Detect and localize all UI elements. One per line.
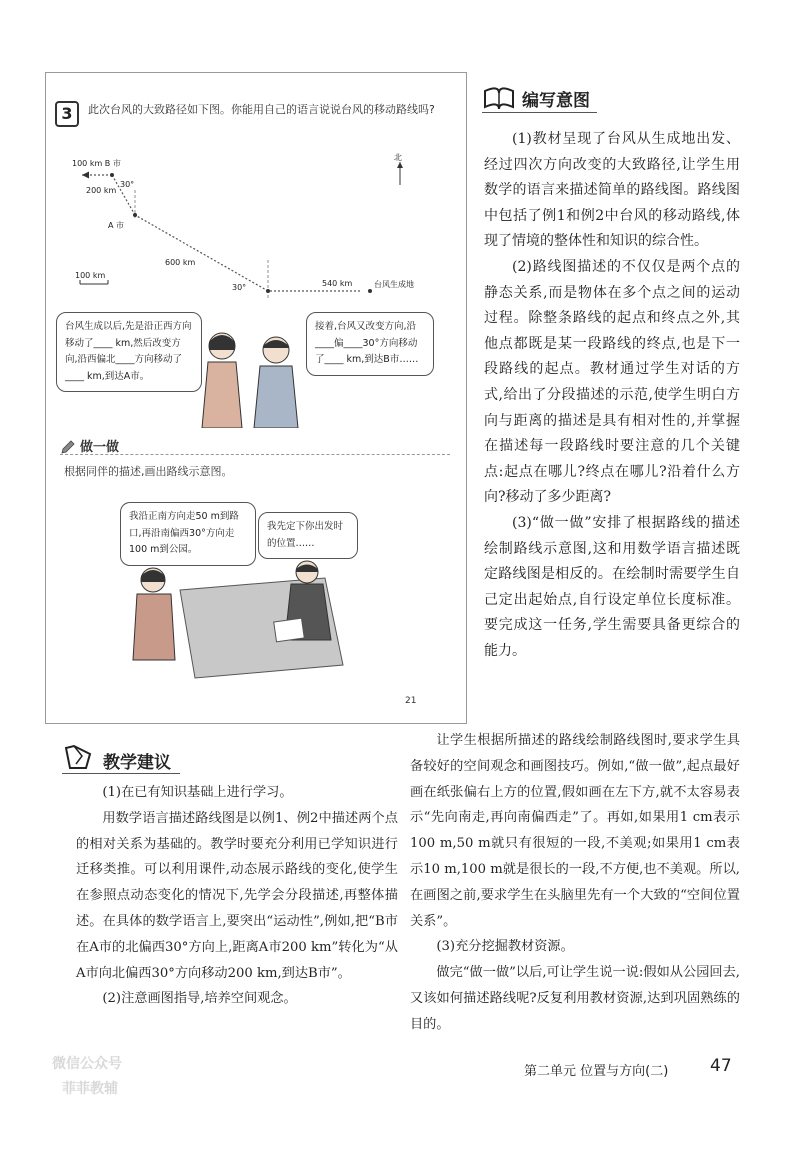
suggestions-title-underline: [62, 773, 180, 774]
dist-600-label: 600 km: [165, 258, 196, 267]
suggestion-paragraph: (1)在已有知识基础上进行学习。: [102, 785, 293, 800]
angle-30-bottom-label: 30°: [232, 283, 247, 292]
b-city-point: [110, 173, 114, 177]
suggestion-paragraph: (2)注意画图指导,培养空间观念。: [102, 991, 297, 1007]
speech-bubble-right: 接着,台风又改变方向,沿____偏____30°方向移动了____ km,到达B市……: [306, 312, 434, 376]
intent-title: 编写意图: [522, 91, 590, 111]
suggestions-title: 教学建议: [103, 753, 171, 773]
suggestion-paragraph: 用数学语言描述路线图是以例1、例2中描述两个点的相对关系为基础的。教学时要充分利用已学知识进行迁移类推。可以利用课件,动态展示路线的变化,使学生在参照点动态变化的情况下,先学会分段描述,再整体描述。在具体的数学语言上,要突出“运动性”,例如,把“B市在A市的北偏西30°方向上,距离A市200 km”转化为“从A市向北偏西30°方向移动200 km,到达B市”。: [76, 810, 398, 981]
speech-bubble-left: 台风生成以后,先是沿正西方向移动了____ km,然后改变方向,沿西偏北____方向移动了____ km,到达A市。: [56, 312, 202, 392]
teaching-icon: [62, 742, 96, 772]
turning-point: [266, 289, 270, 293]
table-scene-illustration: [125, 560, 345, 680]
activity-title: 做一做: [80, 440, 120, 455]
textbook-page-number: 21: [405, 696, 417, 706]
speech-bubble-girl: 我沿正南方向走50 m到路口,再沿南偏西30°方向走100 m到公园。: [120, 502, 256, 566]
suggestion-paragraph: (3)充分挖掘教材资源。: [436, 939, 574, 955]
activity-instruction: 根据同伴的描述,画出路线示意图。: [64, 465, 233, 478]
intent-paragraph: (3)“做一做”安排了根据路线的描述绘制路线示意图,这和用数学语言描述既定路线图是相反的。在绘制时需要学生自己定出起始点,自行设定单位长度标准。要完成这一任务,学生需要具备更综合的能力。: [484, 514, 740, 659]
a-city-point: [133, 213, 137, 217]
angle-30-top-label: 30°: [120, 180, 135, 189]
intent-paragraph: (2)路线图描述的不仅仅是两个点的静态关系,而是物体在多个点之间的运动过程。除整条路线的起点和终点之外,其他点都既是某一段路线的终点,也是下一段路线的起点。教材通过学生对话的方式,给出了分段描述的示范,使学生明白方向与距离的描述是具有相对性的,并掌握在描述每一段路线时要注意的几个关键点:起点在哪儿?终点在哪儿?沿着什么方向?移动了多少距离?: [484, 258, 740, 506]
suggestions-right-column: [410, 728, 740, 1038]
intent-paragraph: (1)教材呈现了台风从生成地出发、经过四次方向改变的大致路径,让学生用数学的语言来描述简单的路线图。路线图中包括了例1和例2中台风的移动路线,体现了情境的整体性和知识的综合性。: [484, 131, 740, 250]
intent-title-underline: [482, 112, 597, 113]
path-segment-northwest: [135, 215, 268, 291]
origin-point: [368, 289, 372, 293]
suggestions-left-column: [76, 780, 398, 1012]
pencil-icon: [60, 439, 76, 455]
watermark-line1: 微信公众号: [52, 1056, 122, 1072]
suggestion-paragraph: 做完“做一做”以后,可让学生说一说:假如从公园回去,又该如何描述路线呢?反复利用教材资源,达到巩固熟练的目的。: [410, 965, 740, 1032]
dist-540-label: 540 km: [322, 279, 353, 288]
footer-chapter: 第二单元 位置与方向(二): [524, 1064, 669, 1079]
problem-number-badge: 3: [55, 101, 79, 127]
b-city-label: 100 km B 市: [72, 159, 121, 168]
speech-bubble-boy: 我先定下你出发时的位置……: [258, 512, 358, 559]
dist-200-label: 200 km: [86, 186, 117, 195]
students-illustration: [190, 328, 310, 428]
suggestion-paragraph: 让学生根据所描述的路线绘制路线图时,要求学生具备较好的空间观念和画图技巧。例如,“做一做”,起点最好画在纸张偏右上方的位置,假如画在左下方,就不太容易表示“先向南走,再向南偏西走”了。再如,如果用1 cm表示100 m,50 m就只有很短的一段,不美观;如果用1 cm表示10 m,100 m就是很长的一段,不方便,也不美观。所以,在画图之前,要求学生在头脑里先有一个大致的“空间位置关系”。: [410, 733, 740, 929]
origin-label: 台风生成地: [374, 280, 414, 289]
north-label: 北: [394, 153, 402, 162]
problem-text: 此次台风的大致路径如下图。你能用自己的语言说说台风的移动路线吗?: [88, 103, 435, 116]
open-book-icon: [482, 85, 516, 111]
scale-label: 100 km: [75, 271, 106, 280]
a-city-label: A 市: [108, 221, 125, 230]
footer-page-number: 47: [710, 1056, 732, 1076]
watermark-line2: 菲菲教辅: [62, 1081, 118, 1097]
divider: [60, 454, 450, 455]
intent-body: [484, 127, 740, 664]
